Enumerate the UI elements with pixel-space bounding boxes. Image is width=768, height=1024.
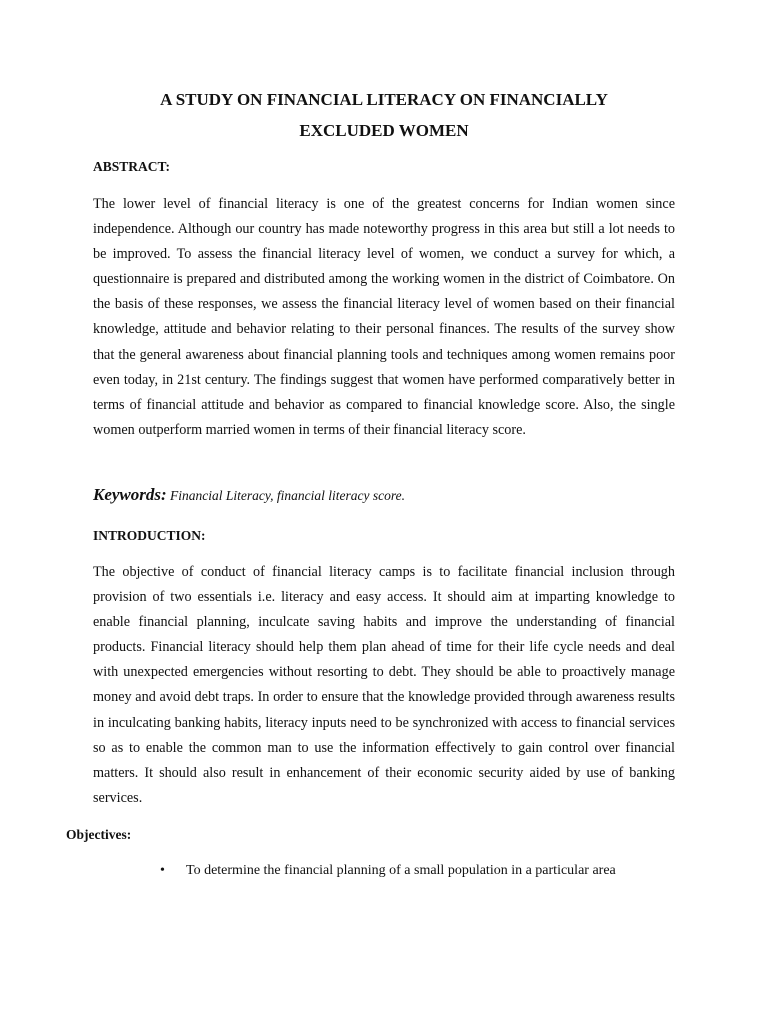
keywords-text: Financial Literacy, financial literacy score. <box>170 488 405 503</box>
paper-title-line-1: A STUDY ON FINANCIAL LITERACY ON FINANCIALLY <box>160 90 608 109</box>
abstract-heading: ABSTRACT: <box>93 159 171 174</box>
introduction-heading: INTRODUCTION: <box>93 528 206 543</box>
objective-item <box>160 861 616 881</box>
objectives-heading: Objectives: <box>66 827 132 842</box>
abstract-paragraph: The lower level of financial literacy is one of the greatest concerns for Indian women since independence. Although our country has made noteworthy progress in this area but still a lot needs to be improved. To assess the financial literacy level of women, we conduct a survey for which, a questionnaire is prepared and distributed among the working women in the district of Coimbatore. On the basis of these responses, we assess the financial literacy level of women based on their financial knowledge, attitude and behavior relating to their personal finances. The results of the survey show that the general awareness about financial planning tools and techniques among women remains poor even today, in 21st century. The findings suggest that women have performed comparatively better in terms of financial attitude and behavior as compared to financial knowledge score. Also, the single women outperform married women in terms of their financial literacy score. <box>93 196 675 438</box>
introduction-paragraph: The objective of conduct of financial literacy camps is to facilitate financial inclusion through provision of two essentials i.e. literacy and easy access. It should aim at imparting knowledge to enable financial planning, inculcate saving habits and improve the understanding of financial products. Financial literacy should help them plan ahead of time for their life cycle needs and deal with unexpected emergencies without resorting to debt. They should be able to proactively manage money and avoid debt traps. In order to ensure that the knowledge provided through awareness results in inculcating banking habits, literacy inputs need to be synchronized with access to financial services so as to enable the common man to use the information effectively to gain control over financial matters. It should also result in enhancement of their economic security aided by use of banking services. <box>93 564 675 806</box>
keywords-line <box>93 484 693 507</box>
bullet-icon: • <box>160 863 165 878</box>
objective-item-text: To determine the financial planning of a small population in a particular area <box>186 863 616 878</box>
paper-title-line-2: EXCLUDED WOMEN <box>299 121 469 140</box>
keywords-label: Keywords: <box>93 485 167 504</box>
paper-title <box>60 84 708 146</box>
